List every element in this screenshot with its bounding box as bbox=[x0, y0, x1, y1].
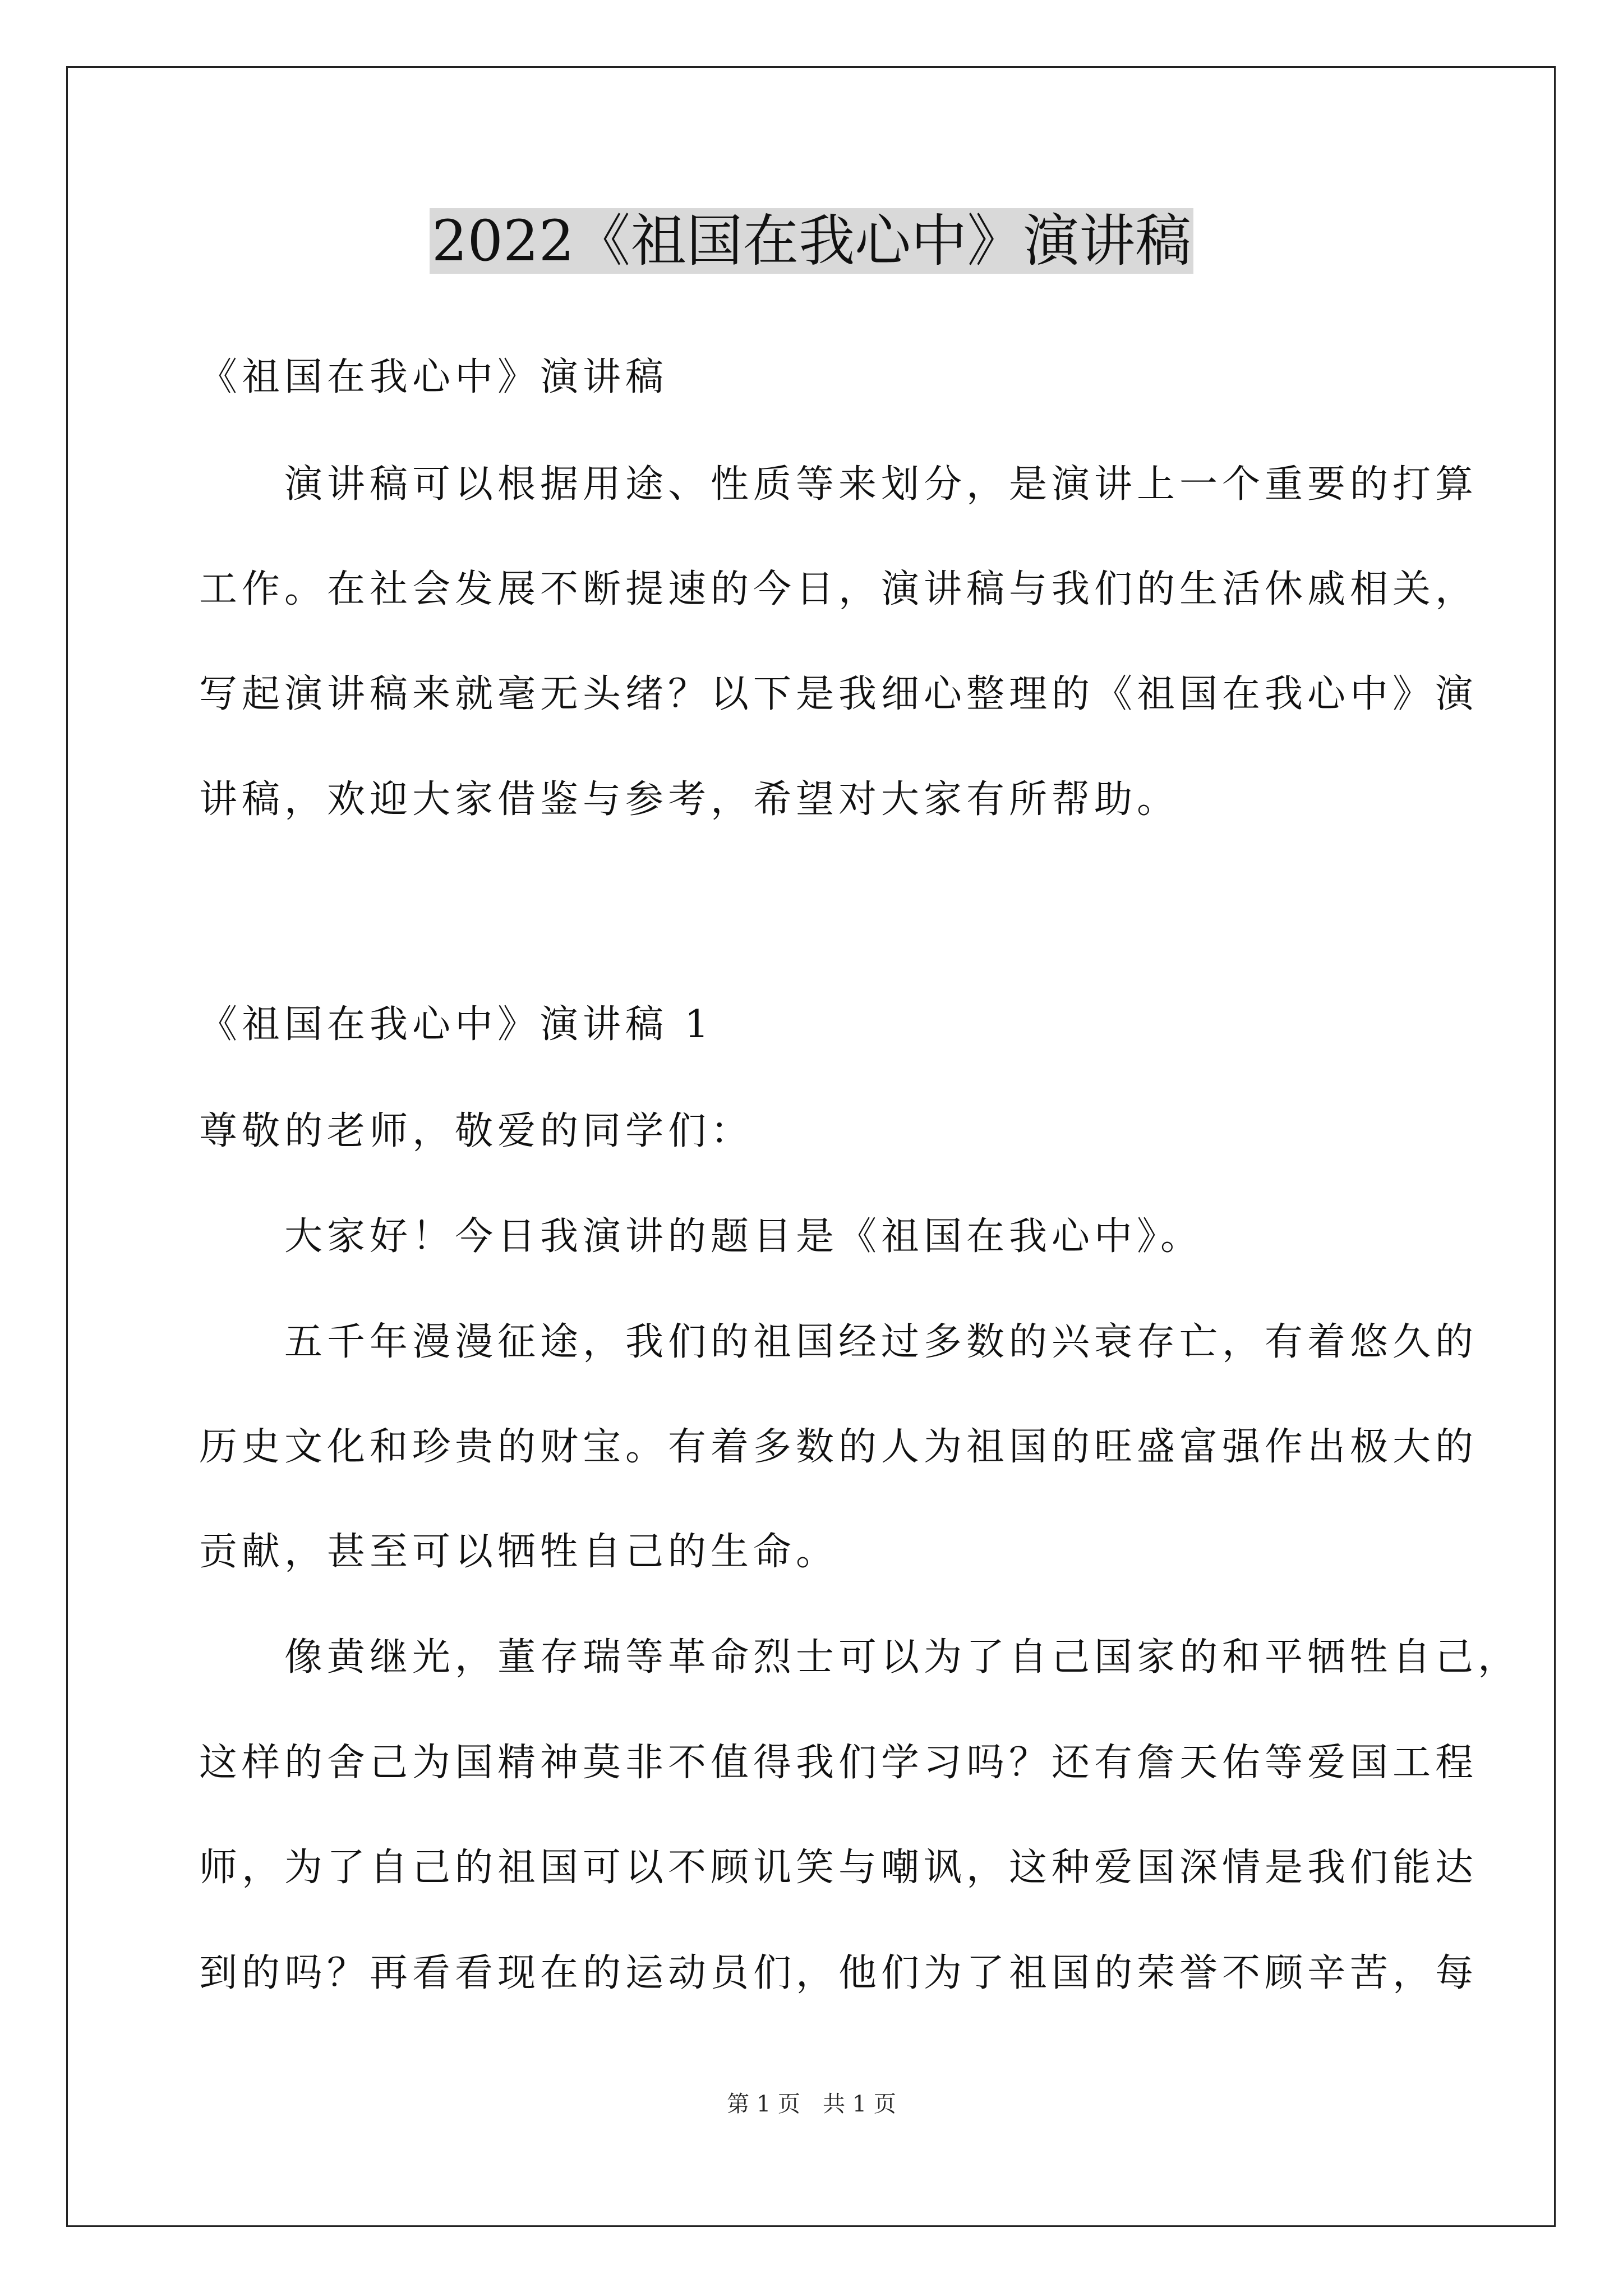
paragraph-line: 历史文化和珍贵的财宝。有着多数的人为祖国的旺盛富强作出极大的 bbox=[199, 1425, 1478, 1469]
salutation-line: 尊敬的老师，敬爱的同学们： bbox=[199, 1109, 754, 1153]
paragraph-line: 演讲稿可以根据用途、性质等来划分，是演讲上一个重要的打算 bbox=[199, 462, 1478, 507]
document-title bbox=[0, 202, 1623, 280]
section-heading: 《祖国在我心中》演讲稿 1 bbox=[199, 1002, 713, 1047]
paragraph-line: 工作。在社会发展不断提速的今日，演讲稿与我们的生活休戚相关， bbox=[199, 567, 1478, 611]
paragraph-line: 这样的舍己为国精神莫非不值得我们学习吗？还有詹天佑等爱国工程 bbox=[199, 1741, 1478, 1785]
paragraph-line: 贡献，甚至可以牺牲自己的生命。 bbox=[199, 1530, 839, 1574]
paragraph-line: 大家好！今日我演讲的题目是《祖国在我心中》。 bbox=[199, 1214, 1204, 1259]
paragraph-line: 师，为了自己的祖国可以不顾讥笑与嘲讽，这种爱国深情是我们能达 bbox=[199, 1846, 1478, 1890]
paragraph-line: 像黄继光，董存瑞等革命烈士可以为了自己国家的和平牺牲自己， bbox=[199, 1635, 1521, 1680]
paragraph-line: 五千年漫漫征途，我们的祖国经过多数的兴衰存亡，有着悠久的 bbox=[199, 1320, 1478, 1364]
section-heading: 《祖国在我心中》演讲稿 bbox=[199, 355, 668, 399]
paragraph-line: 写起演讲稿来就毫无头绪？以下是我细心整理的《祖国在我心中》演 bbox=[199, 672, 1478, 716]
page-footer: 第 1 页 共 1 页 bbox=[727, 2091, 896, 2117]
paragraph-line: 讲稿，欢迎大家借鉴与参考，希望对大家有所帮助。 bbox=[199, 777, 1180, 822]
paragraph-line: 到的吗？再看看现在的运动员们，他们为了祖国的荣誉不顾辛苦，每 bbox=[199, 1951, 1478, 1995]
document-title-text: 2022《祖国在我心中》演讲稿 bbox=[430, 208, 1194, 274]
